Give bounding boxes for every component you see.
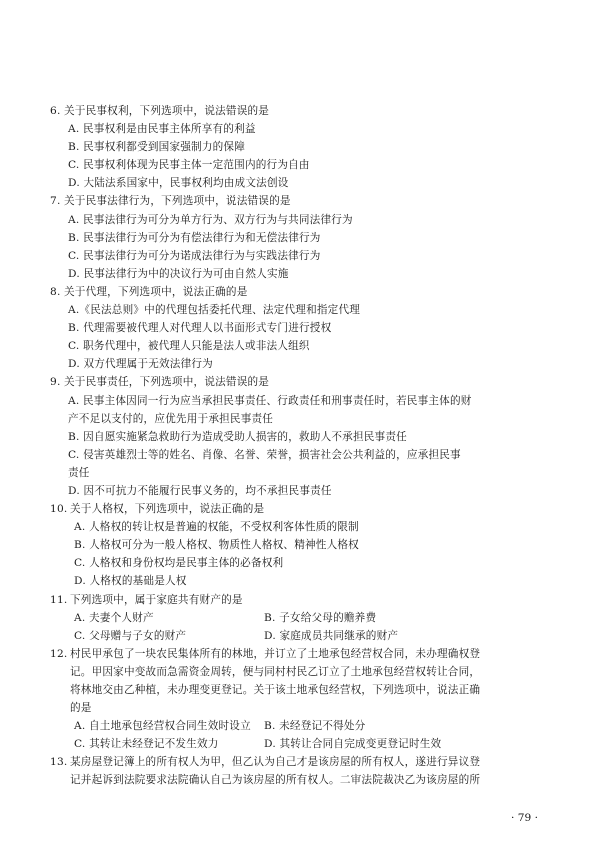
option-d: D. 家庭成员共同继承的财产 [264, 629, 399, 642]
option-a: A. 人格权的转让权是普遍的权能，不受权利客体性质的限制 [74, 521, 359, 534]
option-d: D. 大陆法系国家中，民事权利均由成文法创设 [68, 177, 289, 190]
option-a: A. 民事权利是由民事主体所享有的利益 [68, 123, 256, 136]
question-number: 13. [50, 756, 68, 769]
question-12 [50, 645, 540, 754]
question-stem: 8. 关于代理，下列选项中，说法正确的是 [50, 283, 540, 301]
option-b: B. 人格权可分为一般人格权、物质性人格权、精神性人格权 [74, 539, 359, 552]
option-d: D. 双方代理属于无效法律行为 [68, 358, 213, 371]
option-d: D. 人格权的基础是人权 [74, 575, 187, 588]
question-number: 8. [50, 285, 61, 298]
question-stem: 11. 下列选项中，属于家庭共有财产的是 [50, 591, 540, 609]
question-9 [50, 373, 540, 500]
question-number: 10. [50, 503, 68, 516]
option-a: A. 夫妻个人财产 [74, 611, 154, 624]
question-stem-continued: 记。甲因家中变故而急需资金周转，便与同村村民乙订立了土地承包经营权转让合同， [70, 665, 481, 678]
question-stem: 13. 某房屋登记簿上的所有权人为甲，但乙认为自己才是该房屋的所有权人，遂进行异议登 [50, 753, 540, 771]
question-stem: 12. 村民甲承包了一块农民集体所有的林地，并订立了土地承包经营权合同，未办理确权登 [50, 645, 540, 663]
option-c: C. 民事权利体现为民事主体一定范围内的行为自由 [68, 159, 310, 172]
option-c: C. 职务代理中，被代理人只能是法人或非法人组织 [68, 340, 310, 353]
question-11 [50, 591, 540, 645]
option-d: D. 其转让合同自完成变更登记时生效 [264, 738, 442, 751]
option-a: A. 民事主体因同一行为应当承担民事责任、行政责任和刑事责任时，若民事主体的财 [68, 394, 472, 407]
option-b: B. 因自愿实施紧急救助行为造成受助人损害的，救助人不承担民事责任 [68, 430, 407, 443]
option-a: A. 民事法律行为可分为单方行为、双方行为与共同法律行为 [68, 213, 353, 226]
option-b: B. 民事权利都受到国家强制力的保障 [68, 141, 246, 154]
option-c: C. 其转让未经登记不发生效力 [74, 738, 219, 751]
option-a: A.《民法总则》中的代理包括委托代理、法定代理和指定代理 [68, 304, 361, 317]
question-number: 7. [50, 195, 61, 208]
question-13 [50, 753, 540, 789]
question-stem-continued: 的是 [70, 702, 92, 715]
question-stem: 7. 关于民事法律行为，下列选项中，说法错误的是 [50, 192, 540, 210]
option-row [50, 735, 540, 753]
option-c: C. 侵害英雄烈士等的姓名、肖像、名誉、荣誉，损害社会公共利益的，应承担民事 [68, 448, 461, 461]
option-d: D. 民事法律行为中的决议行为可由自然人实施 [68, 267, 289, 280]
question-10 [50, 500, 540, 590]
option-row [50, 627, 540, 645]
option-b: B. 未经登记不得处分 [264, 720, 366, 733]
option-c-continued: 责任 [68, 466, 90, 479]
option-d: D. 因不可抗力不能履行民事义务的，均不承担民事责任 [68, 484, 332, 497]
question-number: 6. [50, 105, 61, 117]
question-number: 9. [50, 376, 61, 389]
question-6 [50, 102, 540, 192]
option-a: A. 自土地承包经营权合同生效时设立 [74, 720, 251, 733]
question-number: 12. [50, 647, 68, 660]
question-number: 11. [50, 593, 68, 606]
option-a-continued: 产不足以支付的，应优先用于承担民事责任 [68, 412, 274, 425]
option-row [50, 609, 540, 627]
option-b: B. 代理需要被代理人对代理人以书面形式专门进行授权 [68, 322, 332, 335]
option-b: B. 民事法律行为可分为有偿法律行为和无偿法律行为 [68, 231, 321, 244]
question-8 [50, 283, 540, 373]
question-list [50, 102, 540, 790]
question-7 [50, 192, 540, 282]
page-number: · 79 · [511, 812, 538, 824]
question-stem-continued: 记并起诉到法院要求法院确认自己为该房屋的所有权人。二审法院裁决乙为该房屋的所 [70, 774, 481, 787]
question-stem: 10. 关于人格权，下列选项中，说法正确的是 [50, 500, 540, 518]
option-c: C. 人格权和身份权均是民事主体的必备权利 [74, 557, 284, 570]
option-c: C. 民事法律行为可分为诺成法律行为与实践法律行为 [68, 249, 321, 262]
question-stem-continued: 将林地交由乙种植，未办理变更登记。关于该土地承包经营权，下列选项中，说法正确 [70, 684, 481, 696]
question-stem: 6. 关于民事权利，下列选项中，说法错误的是 [50, 102, 540, 120]
option-b: B. 子女给父母的赡养费 [264, 611, 377, 624]
question-stem: 9. 关于民事责任，下列选项中，说法错误的是 [50, 373, 540, 391]
option-row [50, 717, 540, 735]
option-c: C. 父母赠与子女的财产 [74, 629, 187, 642]
